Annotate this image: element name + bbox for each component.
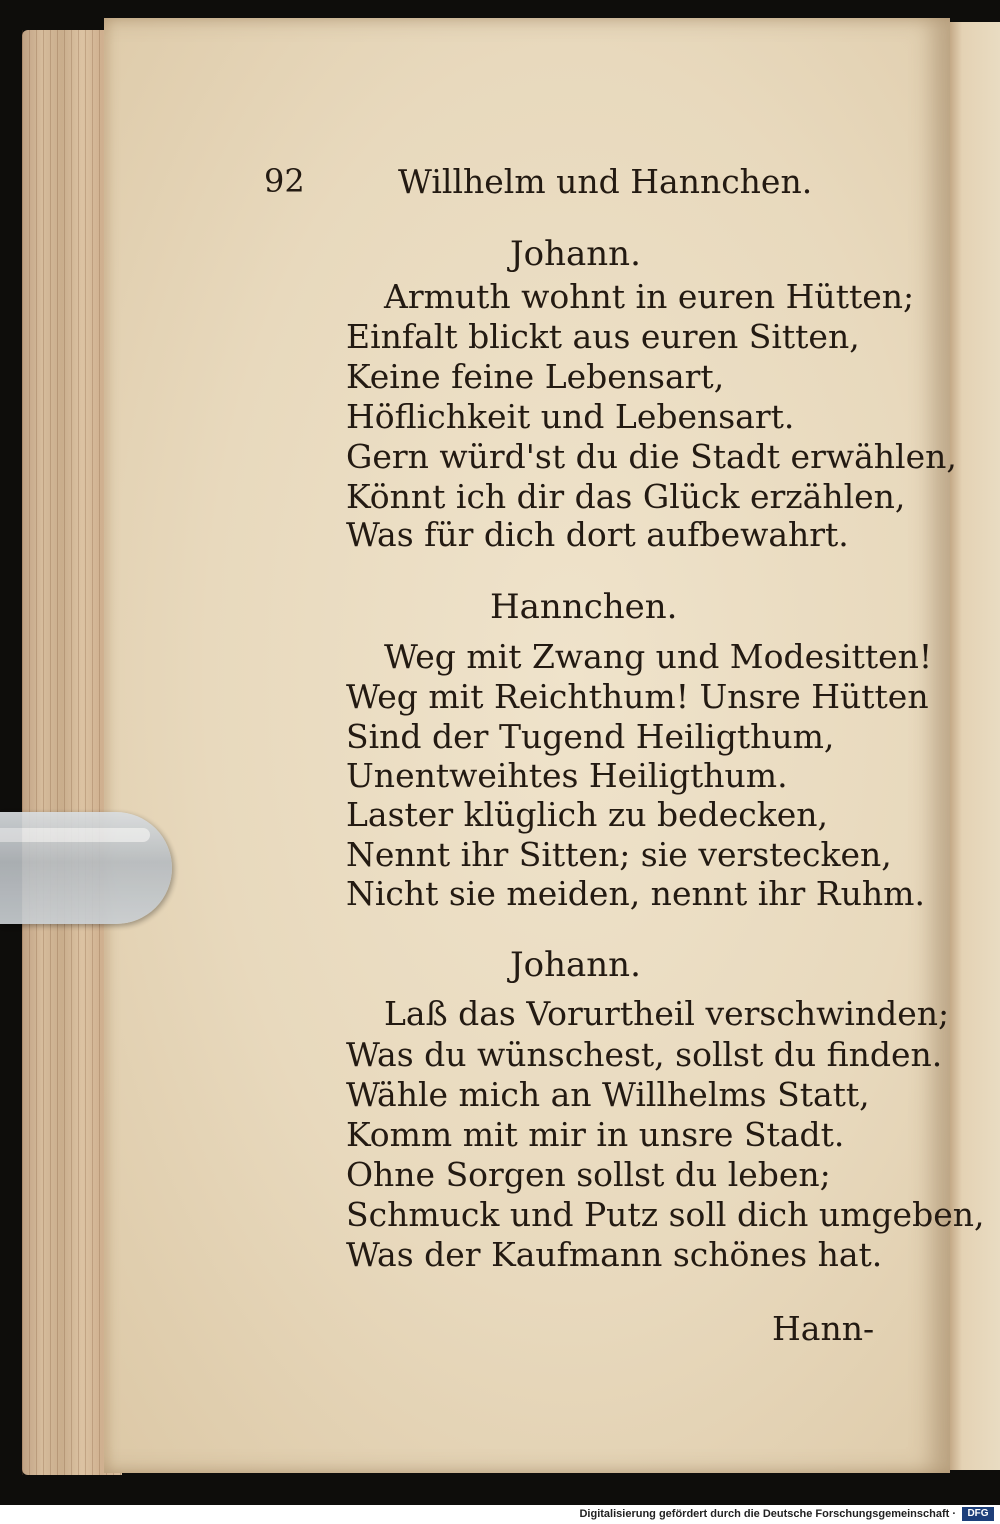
verse-line: Was der Kaufmann schönes hat. [346, 1235, 883, 1274]
verse-line: Laß das Vorurtheil verschwinden; [384, 994, 950, 1033]
verse-line: Keine feine Lebensart, [346, 357, 725, 396]
verse-line: Nicht sie meiden, nennt ihr Ruhm. [346, 874, 925, 913]
verse-line: Weg mit Reichthum! Unsre Hütten [346, 677, 929, 716]
verse-line: Ohne Sorgen sollst du leben; [346, 1155, 831, 1194]
verse-line: Sind der Tugend Heiligthum, [346, 717, 835, 756]
verse-line: Weg mit Zwang und Modesitten! [384, 637, 933, 676]
speaker-heading: Johann. [510, 234, 641, 274]
page-number: 92 [264, 162, 305, 200]
page-clip [0, 812, 172, 924]
catchword: Hann- [772, 1309, 875, 1348]
verse-line: Könnt ich dir das Glück erzählen, [346, 477, 906, 516]
speaker-heading: Johann. [510, 945, 641, 985]
verse-line: Wähle mich an Willhelms Statt, [346, 1075, 870, 1114]
dfg-logo-icon: DFG [962, 1507, 994, 1521]
verse-line: Gern würd'st du die Stadt erwählen, [346, 437, 957, 476]
verse-line: Was für dich dort aufbewahrt. [346, 515, 849, 554]
verse-line: Unentweihtes Heiligthum. [346, 756, 788, 795]
verse-line: Was du wünschest, sollst du finden. [346, 1035, 943, 1074]
verse-line: Komm mit mir in unsre Stadt. [346, 1115, 845, 1154]
verse-line: Armuth wohnt in euren Hütten; [384, 277, 915, 316]
funding-credit: Digitalisierung gefördert durch die Deutsche Forschungsgemeinschaft · [579, 1508, 956, 1520]
verse-line: Nennt ihr Sitten; sie verstecken, [346, 835, 892, 874]
speaker-heading: Hannchen. [490, 587, 678, 627]
footer-banner [0, 1505, 1000, 1524]
facing-page-edge [946, 22, 1000, 1470]
running-head: Willhelm und Hannchen. [398, 162, 813, 201]
verse-line: Höflichkeit und Lebensart. [346, 397, 795, 436]
verse-line: Einfalt blickt aus euren Sitten, [346, 317, 860, 356]
verse-line: Schmuck und Putz soll dich umgeben, [346, 1195, 985, 1234]
verse-line: Laster klüglich zu bedecken, [346, 795, 829, 834]
